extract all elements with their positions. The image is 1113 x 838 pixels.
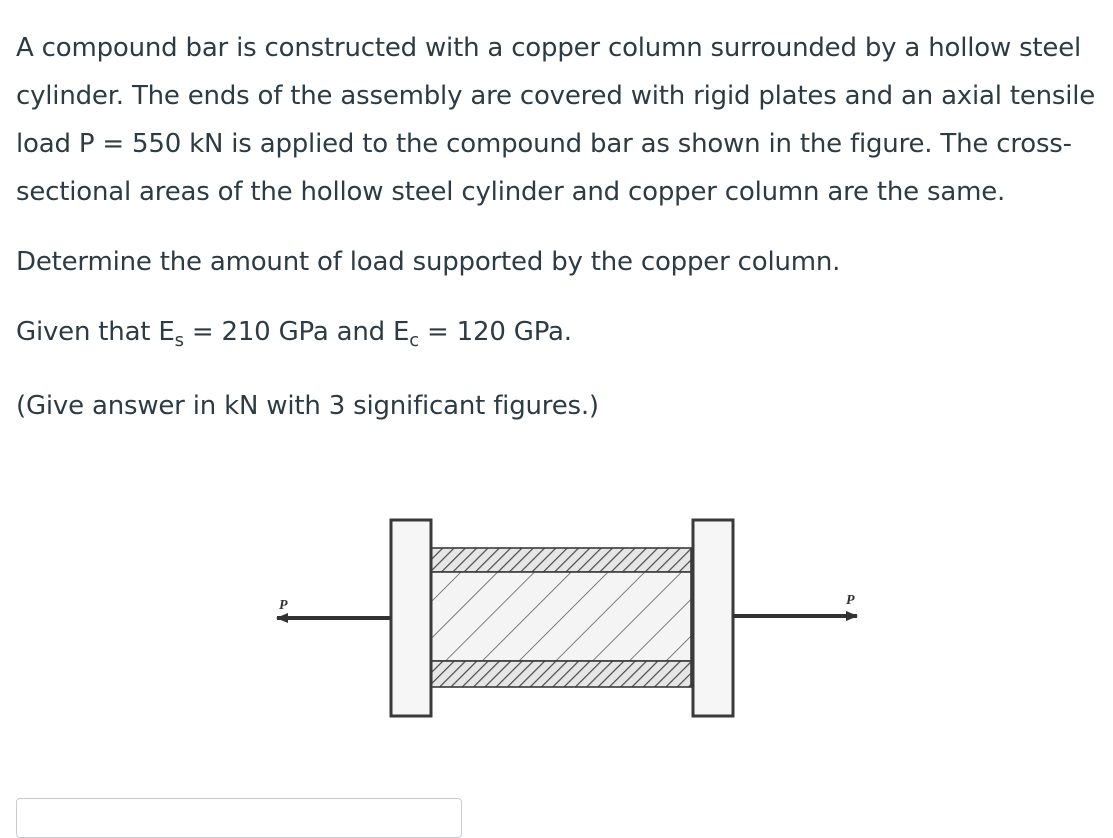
given-suffix: = 120 GPa. bbox=[418, 317, 572, 347]
compound-bar-figure bbox=[265, 510, 905, 725]
rigid-plate-left bbox=[391, 520, 431, 716]
answer-input[interactable] bbox=[16, 798, 462, 838]
copper-column bbox=[431, 572, 691, 661]
given-values bbox=[16, 308, 1106, 356]
rigid-plate-right bbox=[693, 520, 733, 716]
subscript-s: s bbox=[174, 330, 184, 351]
question-text bbox=[16, 24, 1106, 430]
steel-cylinder-top bbox=[431, 548, 691, 572]
load-label-right: P bbox=[846, 593, 855, 608]
given-mid: = 210 GPa and E bbox=[183, 317, 410, 347]
task-statement: Determine the amount of load supported by the copper column. bbox=[16, 247, 841, 277]
compound-bar-diagram bbox=[265, 510, 905, 725]
answer-instructions: (Give answer in kN with 3 significant figures.) bbox=[16, 391, 599, 421]
steel-cylinder-bottom bbox=[431, 661, 691, 687]
problem-statement: A compound bar is constructed with a copper column surrounded by a hollow steel cylinder. The ends of the assembly are covered with rigid plates and an axial tensile load P = 550 kN is applied to the compound bar as shown in the figure. The cross-sectional areas of the hollow steel cylinder and copper column are the same. bbox=[16, 33, 1096, 207]
given-prefix: Given that E bbox=[16, 317, 175, 347]
load-label-left: P bbox=[279, 598, 288, 613]
subscript-c: c bbox=[409, 330, 419, 351]
